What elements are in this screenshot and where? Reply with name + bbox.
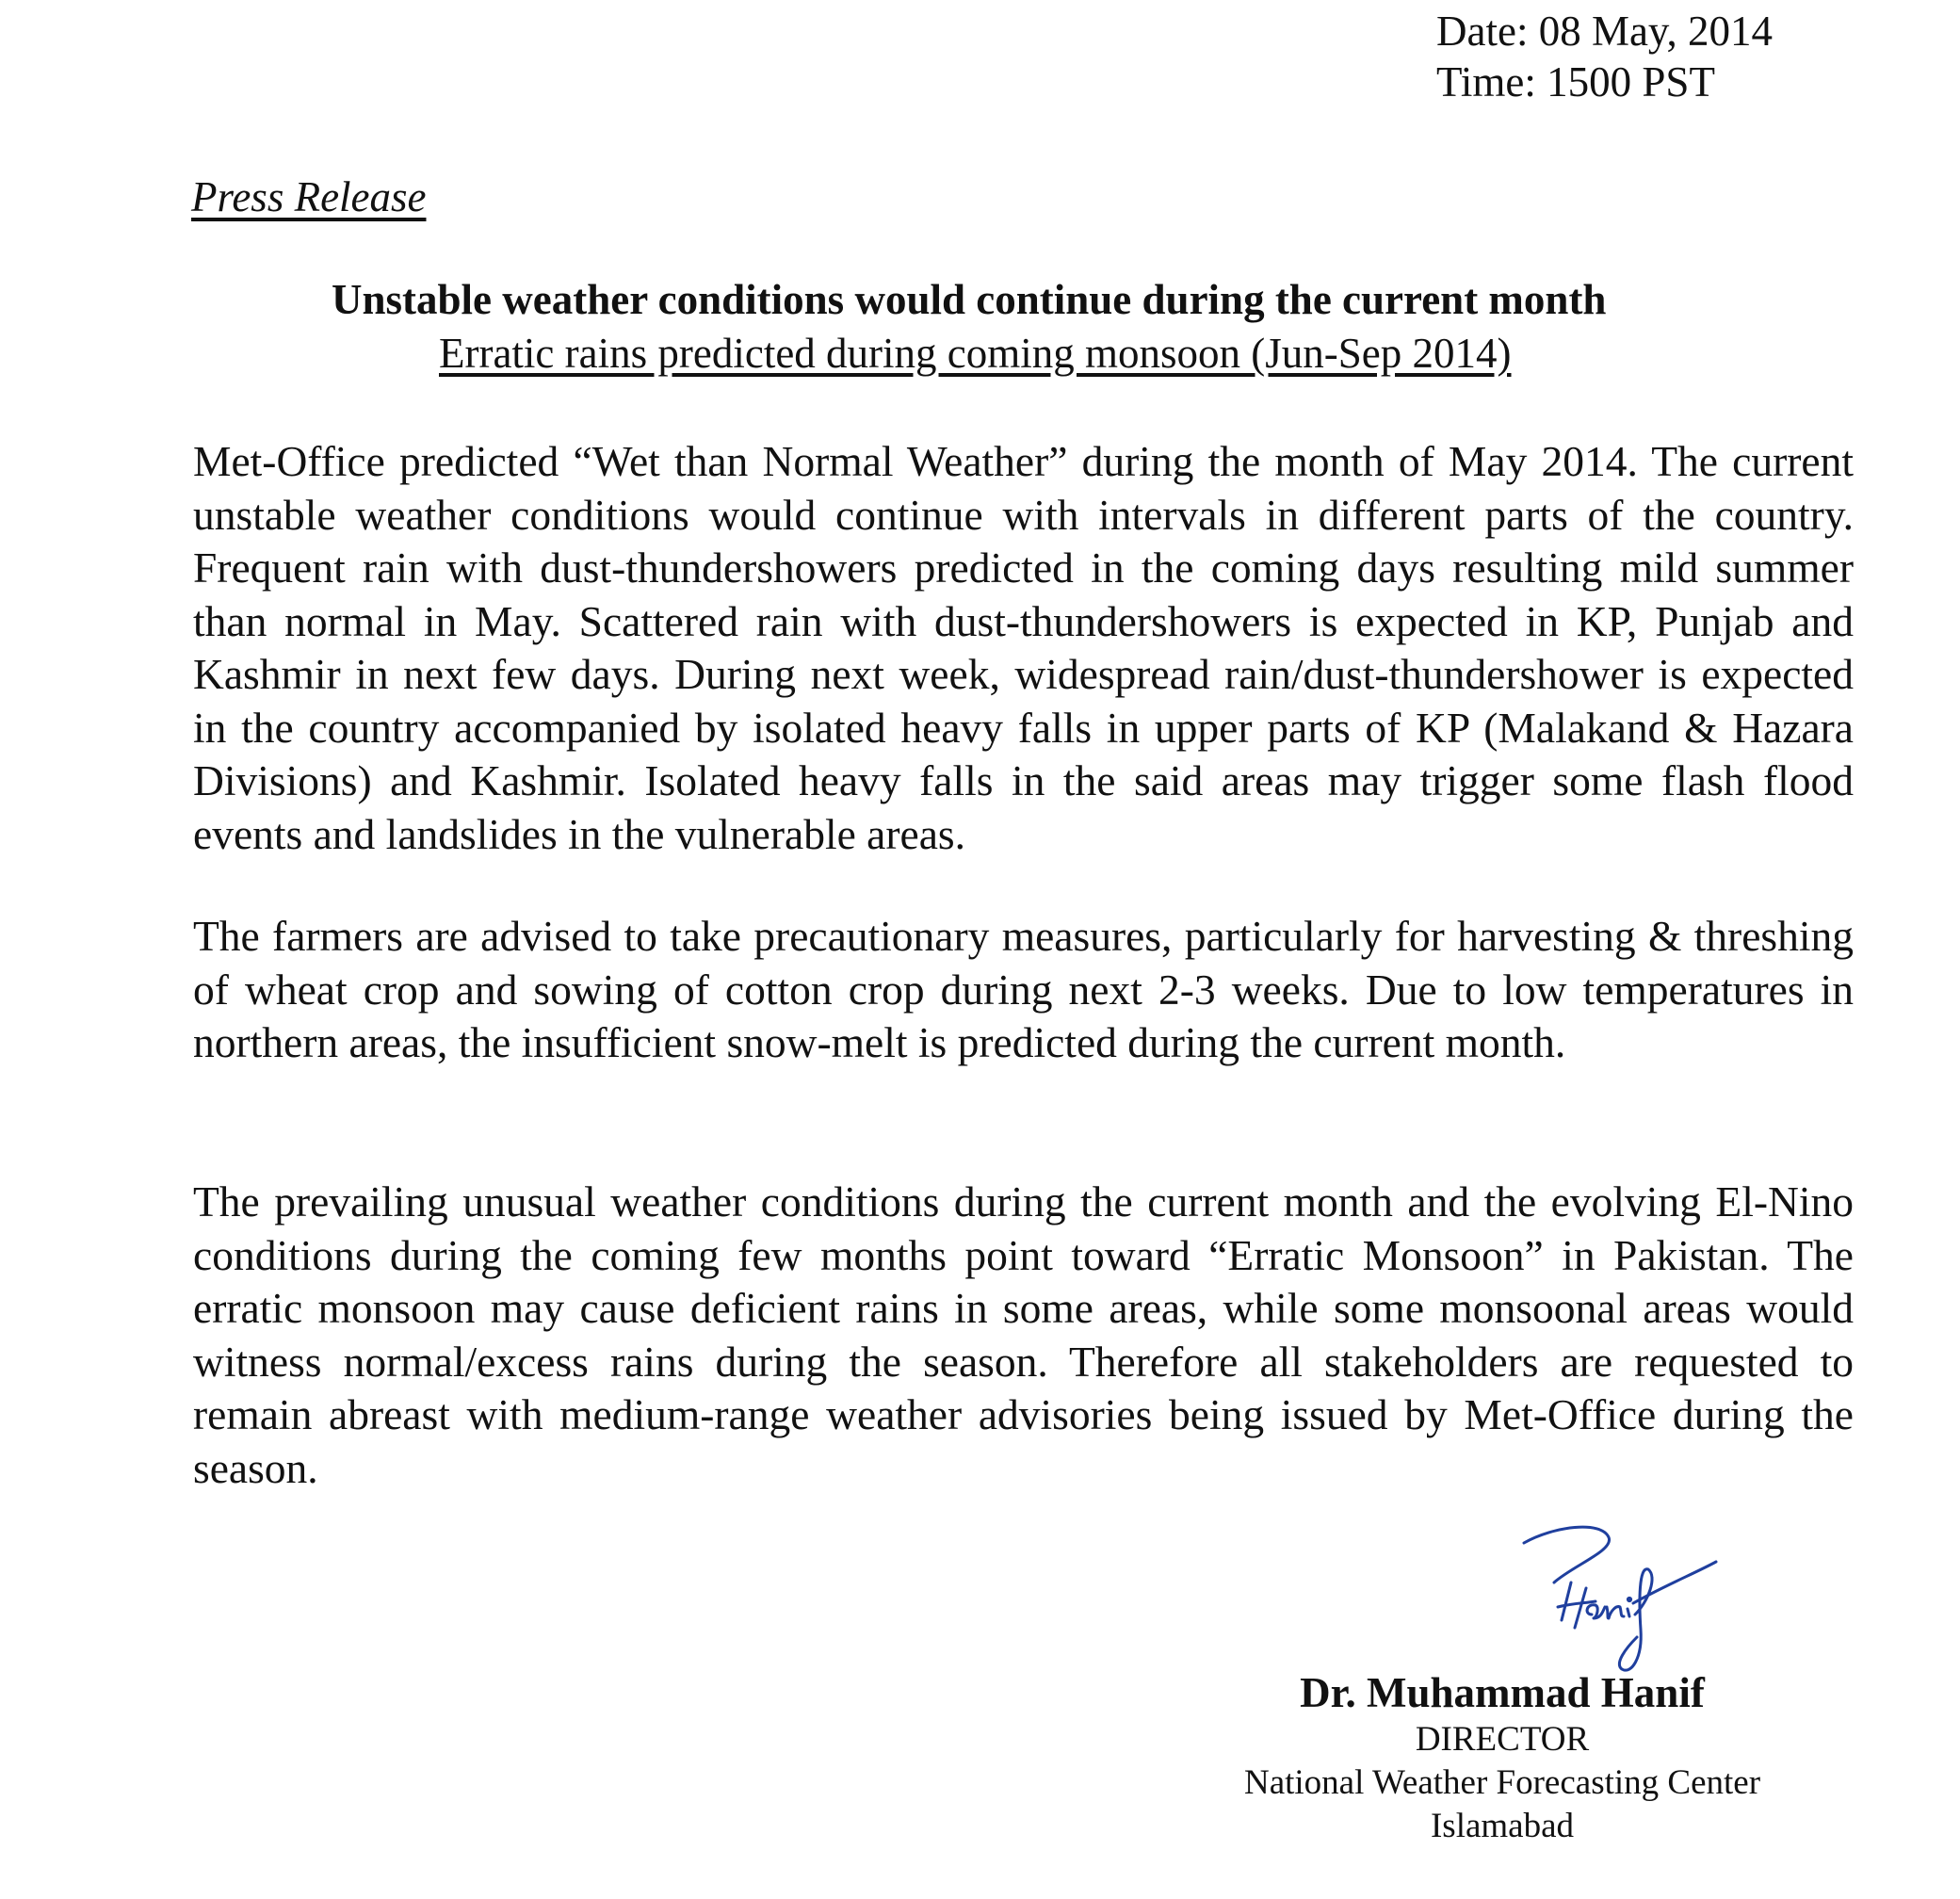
body-paragraph-2: The farmers are advised to take precautionary measures, particularly for harvesting & threshing of wheat crop and sowing of cotton crop during next 2-3 weeks. Due to low temperatures in northern areas, the insufficient snow-melt is predicted during the current month. <box>193 912 1854 1066</box>
press-release-label: Press Release <box>191 173 427 220</box>
headline: Unstable weather conditions would continue during the current month <box>332 276 1607 323</box>
signatory-title: DIRECTOR <box>1415 1720 1590 1759</box>
signatory-name: Dr. Muhammad Hanif <box>1300 1669 1705 1716</box>
subheadline: Erratic rains predicted during coming monsoon (Jun-Sep 2014) <box>439 330 1512 377</box>
signatory-organization: National Weather Forecasting Center <box>1243 1763 1761 1802</box>
date-time-block <box>1436 6 1773 107</box>
release-time: Time: 1500 PST <box>1436 58 1715 106</box>
signatory-block <box>1191 1667 1813 1848</box>
signatory-city: Islamabad <box>1430 1807 1575 1845</box>
body-paragraph-1: Met-Office predicted “Wet than Normal Weather” during the month of May 2014. The current unstable weather conditions would continue with intervals in different parts of the country. Frequent rain with dust-thundershowers predicted in the coming days resulting mild summer than normal in May. Scattered rain with dust-thundershowers is expected in KP, Punjab and Kashmir in next few days. During next week, widespread rain/dust-thundershower is expected in the country accompanied by isolated heavy falls in upper parts of KP (Malakand & Hazara Divisions) and Kashmir. Isolated heavy falls in the said areas may trigger some flash flood events and landslides in the vulnerable areas. <box>193 437 1854 858</box>
release-date: Date: 08 May, 2014 <box>1436 8 1774 55</box>
body-paragraph-3: The prevailing unusual weather conditions during the current month and the evolving El-Nino conditions during the coming few months point toward “Erratic Monsoon” in Pakistan. The erratic monsoon may cause deficient rains in some areas, while some monsoonal areas would witness normal/excess rains during the season. Therefore all stakeholders are requested to remain abreast with medium-range weather advisories being issued by Met-Office during the season. <box>193 1177 1854 1492</box>
handwritten-signature <box>1516 1517 1724 1681</box>
